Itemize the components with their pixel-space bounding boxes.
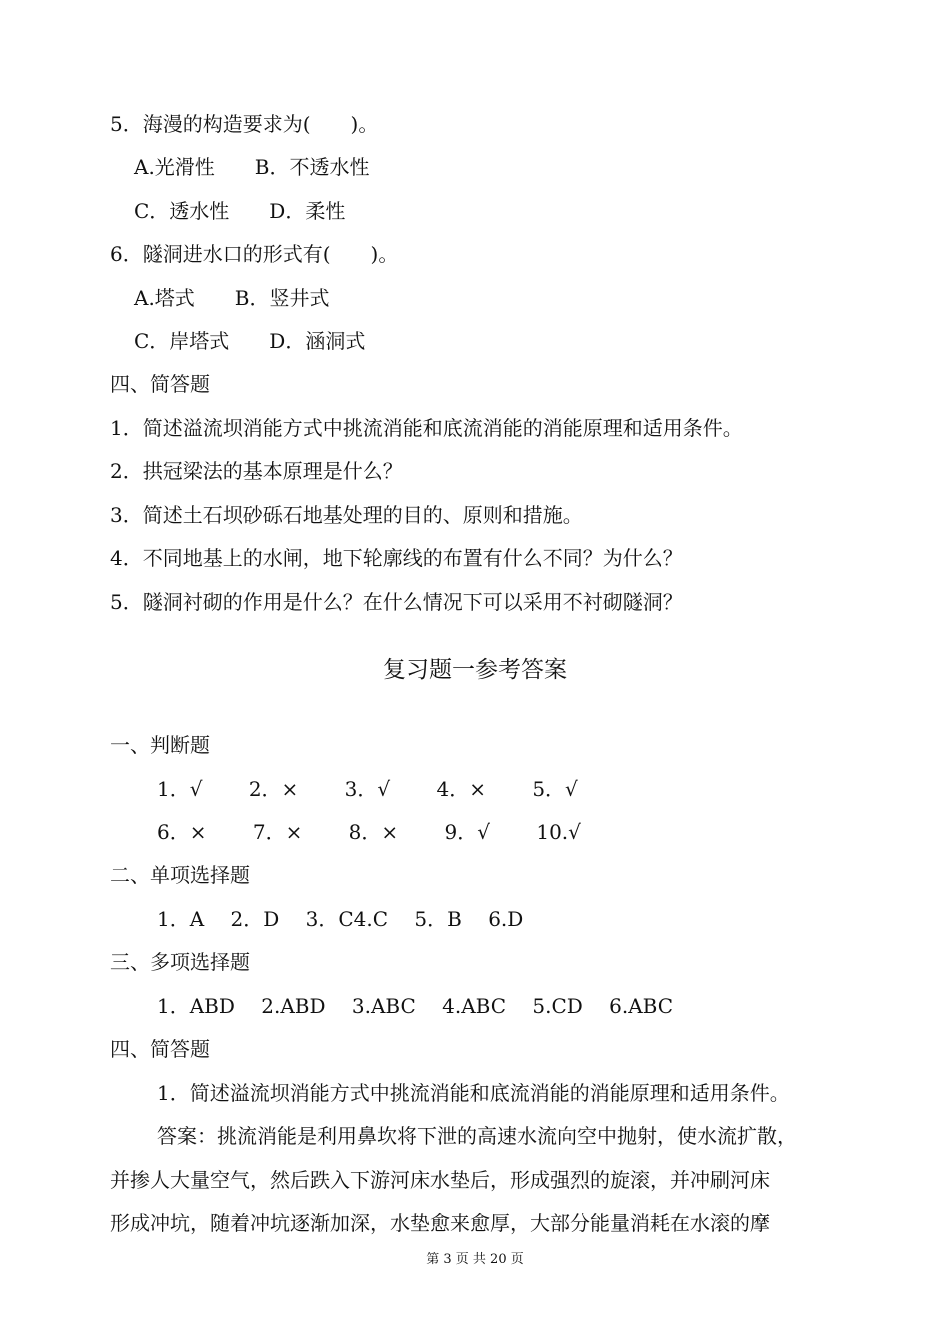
answers-judge-heading: 一、判断题 [110, 733, 210, 757]
question-5-options-row2: C．透水性 D．柔性 [134, 199, 346, 223]
short-question-1: 1．简述溢流坝消能方式中挑流消能和底流消能的消能原理和适用条件。 [110, 416, 743, 440]
question-5-options-row1: A.光滑性 B．不透水性 [134, 155, 370, 179]
answer-paragraph-line-2: 并掺人大量空气，然后跌入下游河床水垫后，形成强烈的旋滚，并冲刷河床 [110, 1168, 770, 1192]
short-question-5: 5．隧洞衬砌的作用是什么？在什么情况下可以采用不衬砌隧洞？ [110, 590, 683, 614]
answers-short-question-1: 1．简述溢流坝消能方式中挑流消能和底流消能的消能原理和适用条件。 [157, 1081, 790, 1105]
short-question-2: 2．拱冠梁法的基本原理是什么？ [110, 459, 403, 483]
short-question-3: 3．简述土石坝砂砾石地基处理的目的、原则和措施。 [110, 503, 583, 527]
short-question-4: 4．不同地基上的水闸，地下轮廓线的布置有什么不同？为什么？ [110, 546, 683, 570]
section-heading-short-answer: 四、简答题 [110, 372, 210, 396]
question-5-stem: 5．海漫的构造要求为( )。 [110, 112, 379, 136]
answers-judge-row1: 1．√ 2．× 3．√ 4．× 5．√ [157, 777, 578, 801]
page-number: 第 3 页 共 20 页 [426, 1252, 524, 1267]
question-6-options-row2: C．岸塔式 D．涵洞式 [134, 329, 366, 353]
answer-paragraph-line-1: 答案：挑流消能是利用鼻坎将下泄的高速水流向空中抛射，使水流扩散， [157, 1124, 797, 1148]
question-6-options-row1: A.塔式 B．竖井式 [134, 286, 330, 310]
answers-judge-row2: 6．× 7．× 8．× 9．√ 10.√ [157, 820, 581, 844]
question-6-stem: 6．隧洞进水口的形式有( )。 [110, 242, 399, 266]
answers-short-heading: 四、简答题 [110, 1037, 210, 1061]
answers-title: 复习题一参考答案 [383, 657, 567, 683]
answers-multi-heading: 三、多项选择题 [110, 950, 250, 974]
answers-multi-row: 1．ABD 2.ABD 3.ABC 4.ABC 5.CD 6.ABC [157, 994, 674, 1018]
answers-single-row: 1．A 2．D 3．C4.C 5．B 6.D [157, 907, 524, 931]
answers-single-heading: 二、单项选择题 [110, 863, 250, 887]
answer-paragraph-line-3: 形成冲坑，随着冲坑逐渐加深，水垫愈来愈厚，大部分能量消耗在水滚的摩 [110, 1211, 770, 1235]
